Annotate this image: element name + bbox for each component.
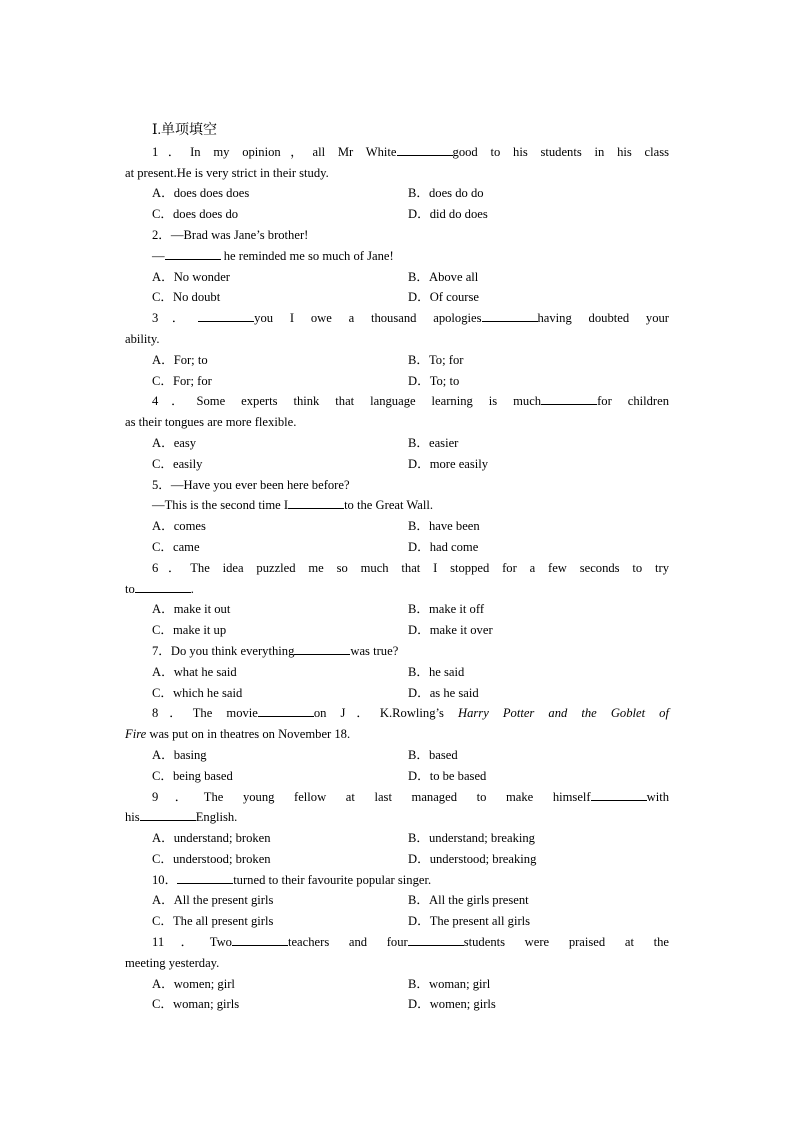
question-9: 9．The young fellow at last managed to make himself with his English. [125,789,669,825]
option-b: B．woman; girl [408,976,491,991]
option-d: D．had come [408,539,479,554]
option-b: B．All the girls present [408,893,529,908]
answer-blank [541,392,597,405]
question-5: 5．—Have you ever been here before? [152,477,350,492]
option-b: B．To; for [408,352,464,367]
option-c: C．which he said [152,685,243,700]
answer-blank [258,704,314,717]
option-d: D．as he said [408,685,479,700]
option-c: C．came [152,539,200,554]
option-d: D．The present all girls [408,914,531,929]
answer-blank [288,496,344,509]
options-row [125,849,669,870]
option-b: B．does do do [408,186,484,201]
option-c: C．No doubt [152,290,221,305]
options-row [125,516,669,537]
options-row [125,994,669,1015]
option-d: D．Of course [408,290,479,305]
option-a: A．All the present girls [152,893,274,908]
answer-blank [232,933,288,946]
option-b: B．Above all [408,269,479,284]
option-a: A．For; to [152,352,208,367]
answer-blank [198,309,254,322]
option-d: D．women; girls [408,997,496,1012]
option-d: D．more easily [408,456,489,471]
options-row [125,599,669,620]
book-title: Harry Potter and the Goblet of [458,706,669,721]
question-8: 8．The movie on J．K.Rowling’s Harry Potter and the Goblet of Fire was put on in theatres on November 18. [125,706,669,742]
options-row [125,183,669,204]
option-a: A．No wonder [152,269,230,284]
options-row [125,267,669,288]
option-c: C．does does do [152,207,239,222]
option-b: B．make it off [408,602,485,617]
option-c: C．For; for [152,373,212,388]
option-c: C．The all present girls [152,914,274,929]
option-c: C．make it up [152,623,227,638]
options-row [125,683,669,704]
options-row [125,662,669,683]
question-5-reply: —This is the second time I to the Great Wall. [152,498,434,513]
option-b: B．have been [408,519,480,534]
answer-blank [408,933,464,946]
options-row [125,620,669,641]
option-a: A．basing [152,747,207,762]
options-row [125,974,669,995]
answer-blank [482,309,538,322]
book-title-end: Fire [125,727,147,742]
options-row [125,828,669,849]
question-1: 1．In my opinion，all Mr White good to his students in his class at present.He is very strict in their study. [125,144,669,180]
section-title: Ⅰ.单项填空 [152,123,218,138]
option-b: B．easier [408,435,459,450]
options-row [125,745,669,766]
answer-blank [135,580,191,593]
question-6: 6．The idea puzzled me so much that I stopped for a few seconds to try to . [125,560,669,596]
options-row [125,287,669,308]
options-row [125,911,669,932]
option-b: B．based [408,747,458,762]
options-row [125,766,669,787]
question-10: 10． turned to their favourite popular singer. [152,872,432,887]
option-a: A．easy [152,435,197,450]
question-7: 7．Do you think everything was true? [152,643,399,658]
option-a: A．women; girl [152,976,235,991]
option-a: A．understand; broken [152,831,271,846]
question-4: 4．Some experts think that language learning is much for children as their tongues are more flexible. [125,394,669,430]
option-d: D．To; to [408,373,460,388]
answer-blank [591,788,647,801]
options-row [125,890,669,911]
answer-blank [177,871,233,884]
options-row [125,350,669,371]
option-a: A．make it out [152,602,231,617]
option-a: A．comes [152,519,206,534]
answer-blank [397,143,453,156]
option-c: C．easily [152,456,203,471]
option-d: D．make it over [408,623,493,638]
exercise-document [125,121,669,1015]
option-d: D．understood; breaking [408,851,537,866]
option-a: A．does does does [152,186,250,201]
option-d: D．did do does [408,207,488,222]
option-a: A．what he said [152,664,237,679]
options-row [125,433,669,454]
answer-blank [294,642,350,655]
question-2-reply: — he reminded me so much of Jane! [152,248,394,263]
option-b: B．understand; breaking [408,831,535,846]
options-row [125,204,669,225]
option-c: C．understood; broken [152,851,271,866]
option-c: C．being based [152,768,233,783]
question-2: 2．—Brad was Jane’s brother! [152,227,309,242]
answer-blank [165,247,221,260]
answer-blank [140,808,196,821]
options-row [125,371,669,392]
options-row [125,537,669,558]
option-d: D．to be based [408,768,487,783]
question-11: 11．Two teachers and four students were praised at the meeting yesterday. [125,935,669,970]
option-c: C．woman; girls [152,997,240,1012]
question-3: 3． you I owe a thousand apologies having doubted your ability. [125,311,670,346]
options-row [125,454,669,475]
option-b: B．he said [408,664,465,679]
